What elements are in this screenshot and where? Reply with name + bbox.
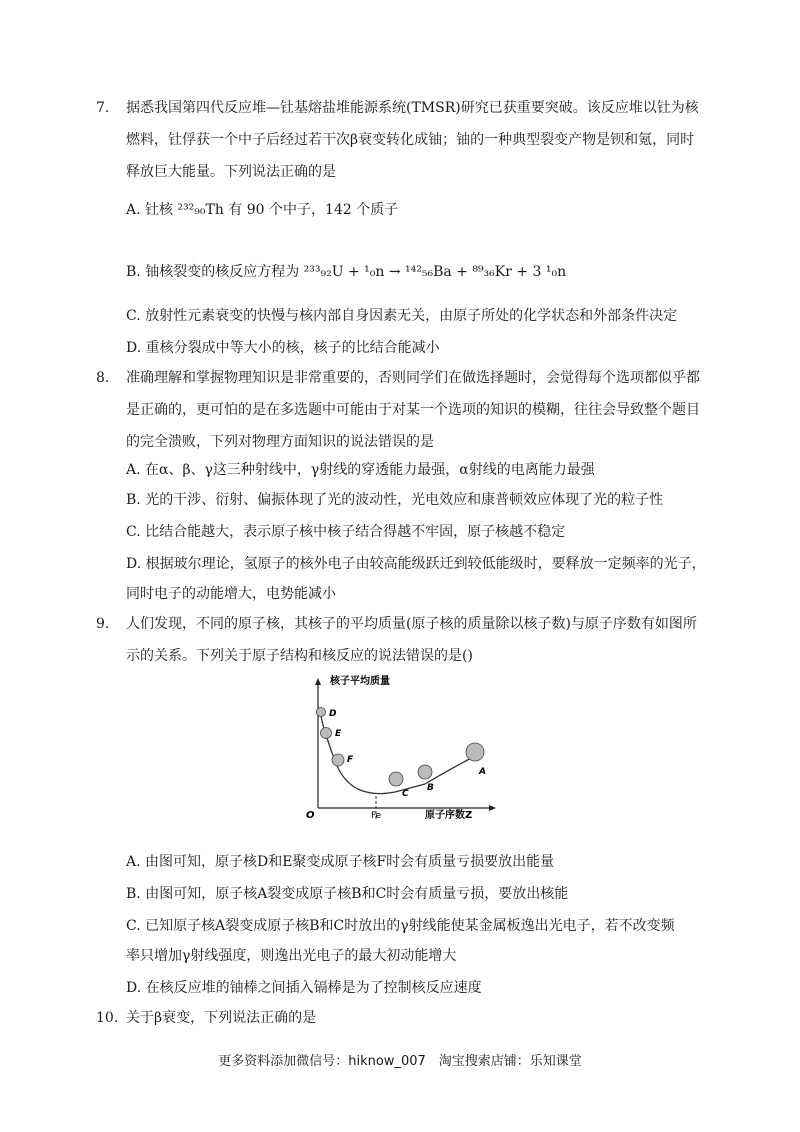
label-d: D bbox=[329, 709, 337, 719]
question-7-line-3: 释放巨大能量。下列说法正确的是 bbox=[126, 164, 336, 180]
question-9-number: 9. bbox=[96, 616, 110, 632]
question-10-number: 10. bbox=[96, 1010, 119, 1026]
question-9-option-d: D. 在核反应堆的铀棒之间插入镉棒是为了控制核反应速度 bbox=[126, 980, 482, 996]
fe-label: Fe bbox=[371, 811, 382, 821]
question-8-option-d: D. 根据玻尔理论，氢原子的核外电子由较高能级跃迁到较低能级时，要释放一定频率的光子， bbox=[126, 556, 706, 572]
point-e bbox=[321, 728, 332, 739]
question-7-line-2: 燃料，钍俘获一个中子后经过若干次β衰变转化成铀；铀的一种典型裂变产物是钡和氪，同时 bbox=[126, 132, 695, 148]
page-footer: 更多资料添加微信号：hiknow_007 淘宝搜索店铺：乐知课堂 bbox=[218, 1054, 582, 1069]
label-e: E bbox=[335, 729, 342, 739]
question-9-line-1: 人们发现，不同的原子核，其核子的平均质量(原子核的质量除以核子数)与原子序数有如图所 bbox=[126, 616, 697, 632]
question-8-number: 8. bbox=[96, 370, 110, 386]
point-d bbox=[317, 708, 326, 717]
question-9-option-c-cont: 率只增加γ射线强度，则逸出光电子的最大初动能增大 bbox=[126, 948, 457, 964]
question-8-option-d-cont: 同时电子的动能增大，电势能减小 bbox=[126, 586, 336, 602]
nucleon-mass-figure bbox=[300, 672, 500, 822]
question-7-option-a: A. 钍核 ²³²₉₀Th 有 90 个中子，142 个质子 bbox=[126, 202, 399, 218]
question-9-line-2: 示的关系。下列关于原子结构和核反应的说法错误的是() bbox=[126, 648, 473, 664]
question-8-line-2: 是正确的，更可怕的是在多选题中可能由于对某一个选项的知识的模糊，往往会导致整个题目 bbox=[126, 402, 700, 418]
question-8-line-1: 准确理解和掌握物理知识是非常重要的，否则同学们在做选择题时，会觉得每个选项都似乎都 bbox=[126, 370, 700, 386]
question-9-option-b: B. 由图可知，原子核A裂变成原子核B和C时会有质量亏损，要放出核能 bbox=[126, 886, 569, 902]
question-7-number: 7. bbox=[96, 100, 110, 116]
y-axis-arrow bbox=[315, 678, 321, 685]
question-9-option-c: C. 已知原子核A裂变成原子核B和C时放出的γ射线能使某金属板逸出光电子，若不改变频 bbox=[126, 918, 675, 934]
question-7-option-c: C. 放射性元素衰变的快慢与核内部自身因素无关，由原子所处的化学状态和外部条件决定 bbox=[126, 308, 678, 324]
point-b bbox=[418, 765, 432, 779]
x-axis-arrow bbox=[489, 805, 496, 811]
y-axis-label: 核子平均质量 bbox=[330, 676, 390, 687]
question-8-option-a: A. 在α、β、γ这三种射线中，γ射线的穿透能力最强，α射线的电离能力最强 bbox=[126, 462, 595, 478]
point-f bbox=[332, 754, 344, 766]
origin-label: O bbox=[306, 810, 315, 821]
question-8-option-b: B. 光的干涉、衍射、偏振体现了光的波动性，光电效应和康普顿效应体现了光的粒子性 bbox=[126, 492, 664, 508]
question-8-option-c: C. 比结合能越大，表示原子核中核子结合得越不牢固，原子核越不稳定 bbox=[126, 524, 566, 540]
question-7-line-1: 据悉我国第四代反应堆—钍基熔盐堆能源系统(TMSR)研究已获重要突破。该反应堆以钍为核 bbox=[126, 100, 699, 116]
question-7-option-d: D. 重核分裂成中等大小的核，核子的比结合能减小 bbox=[126, 340, 440, 356]
label-f: F bbox=[347, 755, 354, 765]
question-7-option-b: B. 铀核裂变的核反应方程为 ²³³₉₂U + ¹₀n → ¹⁴²₅₆Ba + ⁸⁹₃₆Kr + 3 ¹₀n bbox=[126, 264, 567, 280]
x-axis-label: 原子序数Z bbox=[425, 810, 473, 821]
point-c bbox=[389, 772, 403, 786]
question-9-option-a: A. 由图可知，原子核D和E聚变成原子核F时会有质量亏损要放出能量 bbox=[126, 854, 555, 870]
label-c: C bbox=[402, 789, 409, 799]
question-8-line-3: 的完全溃败，下列对物理方面知识的说法错误的是 bbox=[126, 434, 434, 450]
label-b: B bbox=[427, 783, 434, 793]
label-a: A bbox=[479, 767, 486, 777]
point-a bbox=[466, 743, 484, 761]
question-10-line-1: 关于β衰变，下列说法正确的是 bbox=[126, 1010, 317, 1026]
